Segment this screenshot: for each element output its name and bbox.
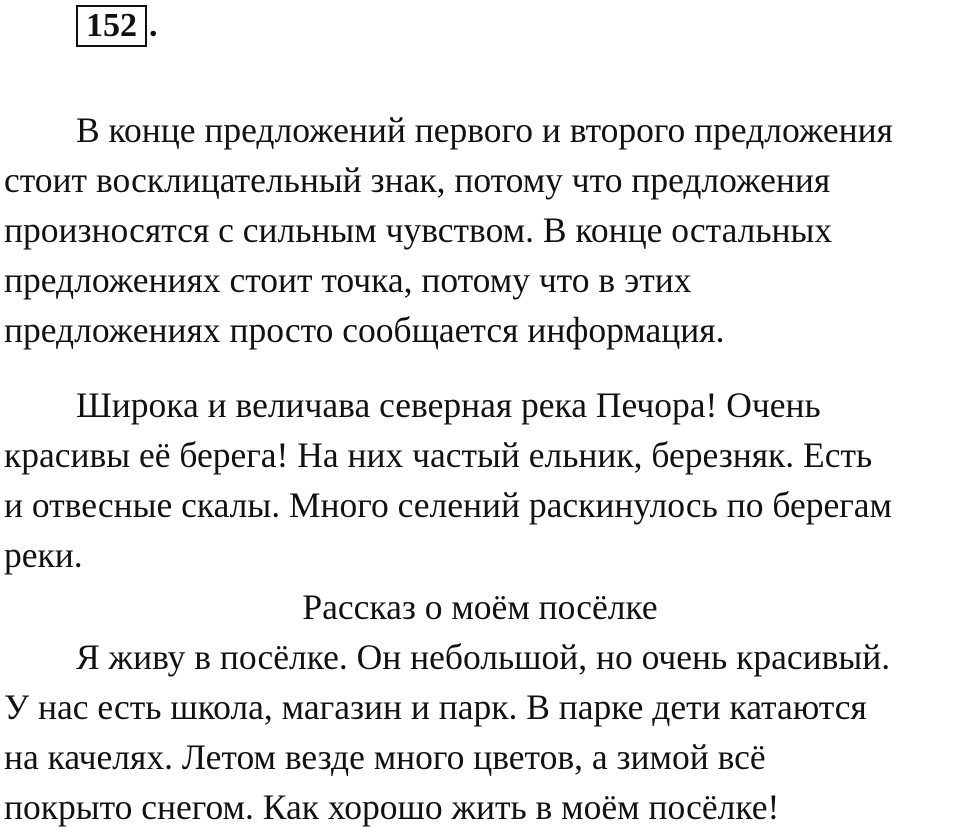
paragraph-line: на качелях. Летом везде много цветов, а зимой всё (4, 737, 766, 777)
paragraph-line: предложениях стоит точка, потому что в этих (4, 260, 692, 300)
paragraph-line: реки. (4, 535, 83, 575)
story-title: Рассказ о моём посёлке (302, 587, 658, 627)
exercise-number-dot: . (149, 6, 158, 44)
paragraph-pechora (4, 380, 960, 580)
exercise-number-box: 152 (76, 5, 147, 47)
paragraph-line: Я живу в посёлке. Он небольшой, но очень красивый. (76, 637, 891, 677)
exercise-number (76, 5, 158, 46)
paragraph-line: У нас есть школа, магазин и парк. В парке дети катаются (4, 687, 867, 727)
paragraph-line: стоит восклицательный знак, потому что предложения (4, 160, 831, 200)
paragraph-line: покрыто снегом. Как хорошо жить в моём посёлке! (4, 787, 780, 827)
paragraph-explanation (4, 105, 960, 355)
paragraph-story (4, 632, 960, 832)
paragraph-line: Широка и величава северная река Печора! Очень (76, 385, 821, 425)
paragraph-line: и отвесные скалы. Много селений раскинулось по берегам (4, 485, 892, 525)
paragraph-line: красивы её берега! На них частый ельник, березняк. Есть (4, 435, 873, 475)
paragraph-line: произносятся с сильным чувством. В конце остальных (4, 210, 833, 250)
paragraph-line: предложениях просто сообщается информация. (4, 310, 725, 350)
paragraph-line: В конце предложений первого и второго предложения (76, 110, 893, 150)
